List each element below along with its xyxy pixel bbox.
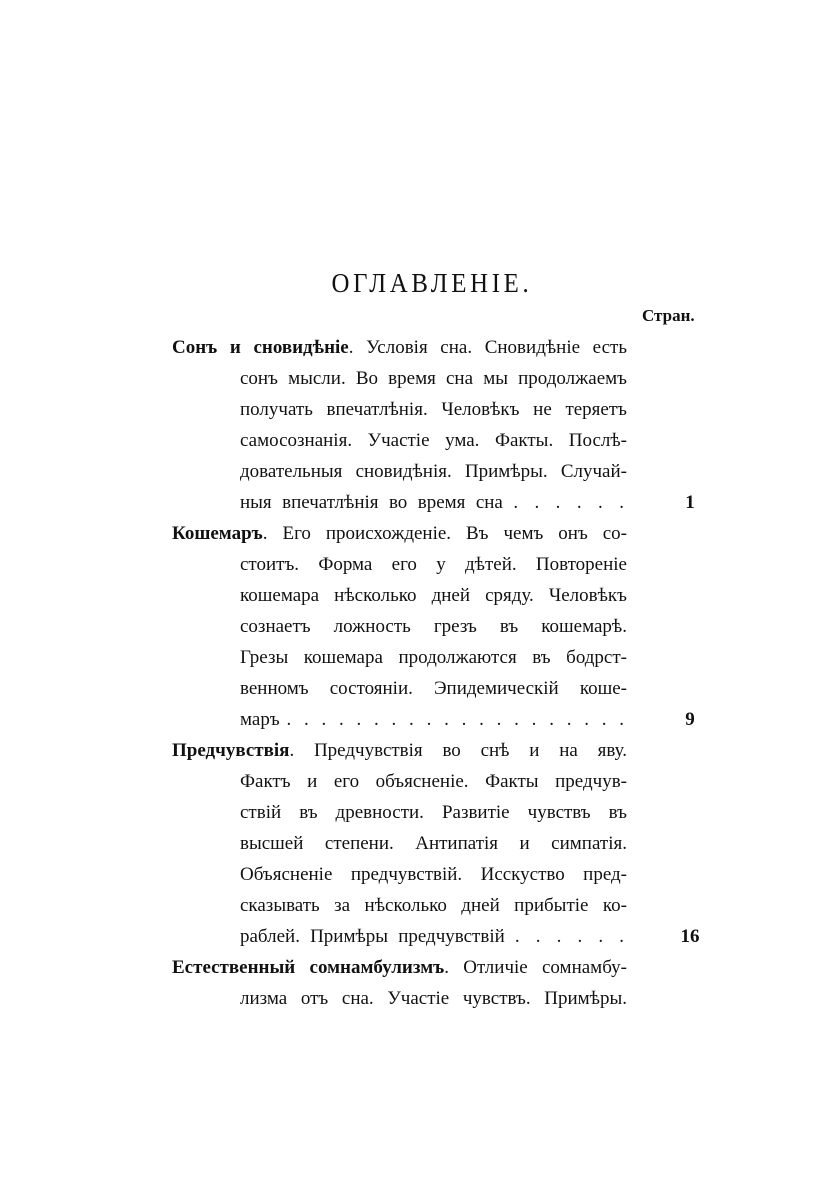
entry-text: раблей. Примѣры предчувствій: [240, 926, 505, 947]
toc-entry-nightmare: [0, 518, 840, 735]
entry-text: венномъ состояніи. Эпидемическій коше-: [240, 678, 627, 699]
page-title: ОГЛАВЛЕНІЕ.: [331, 268, 533, 298]
entry-heading: Естественный сомнамбулизмъ: [172, 957, 445, 978]
entry-heading: Кошемаръ: [172, 523, 263, 544]
entry-page-number: 9: [685, 709, 695, 730]
entry-heading: Предчувствія: [172, 740, 290, 761]
entry-text: сознаетъ ложность грезъ въ кошемарѣ.: [240, 616, 627, 637]
entry-text: получать впечатлѣнія. Человѣкъ не теряетъ: [240, 399, 627, 420]
entry-page-number: 16: [680, 926, 700, 947]
entry-text: сказывать за нѣсколько дней прибытіе ко-: [240, 895, 627, 916]
entry-text: Объясненіе предчувствій. Исскуство пред-: [240, 864, 627, 885]
toc-entry-sleep-and-dreams: [0, 332, 840, 518]
entry-text: довательныя сновидѣнія. Примѣры. Случай-: [240, 461, 627, 482]
entry-heading: Сонъ и сновидѣніе: [172, 337, 349, 358]
toc-entry-natural-somnambulism: [0, 952, 840, 1014]
dot-leader: . . . . . . . . . . . . . . . . . . . .: [286, 709, 628, 730]
entry-text: высшей степени. Антипатія и симпатія.: [240, 833, 627, 854]
entry-text: стоитъ. Форма его у дѣтей. Повтореніе: [240, 554, 627, 575]
entry-text: ныя впечатлѣнія во время сна: [240, 492, 503, 513]
entry-text: . Отличіе сомнамбу-: [444, 957, 627, 978]
entry-text: Фактъ и его объясненіе. Факты предчув-: [240, 771, 627, 792]
entry-text: Грезы кошемара продолжаются въ бодрст-: [240, 647, 627, 668]
entry-text: лизма отъ сна. Участіе чувствъ. Примѣры.: [240, 988, 627, 1009]
dot-leader: . . . . . .: [513, 492, 627, 513]
entry-text: кошемара нѣсколько дней сряду. Человѣкъ: [240, 585, 627, 606]
entry-text: самосознанія. Участіе ума. Факты. Послѣ-: [240, 430, 627, 451]
entry-text: сонъ мысли. Во время сна мы продолжаемъ: [240, 368, 627, 389]
toc-entry-presentiments: [0, 735, 840, 952]
entry-page-number: 1: [685, 492, 695, 513]
entry-text: ствій въ древности. Развитіе чувствъ въ: [240, 802, 627, 823]
dot-leader: . . . . . .: [514, 926, 628, 947]
page-column-label: Стран.: [642, 306, 695, 325]
toc-list: [0, 332, 840, 1014]
entry-text: маръ: [240, 709, 280, 730]
entry-text: . Его происхожденіе. Въ чемъ онъ со-: [262, 523, 627, 544]
entry-text: . Условія сна. Сновидѣніе есть: [348, 337, 627, 358]
entry-text: . Предчувствія во снѣ и на яву.: [289, 740, 627, 761]
